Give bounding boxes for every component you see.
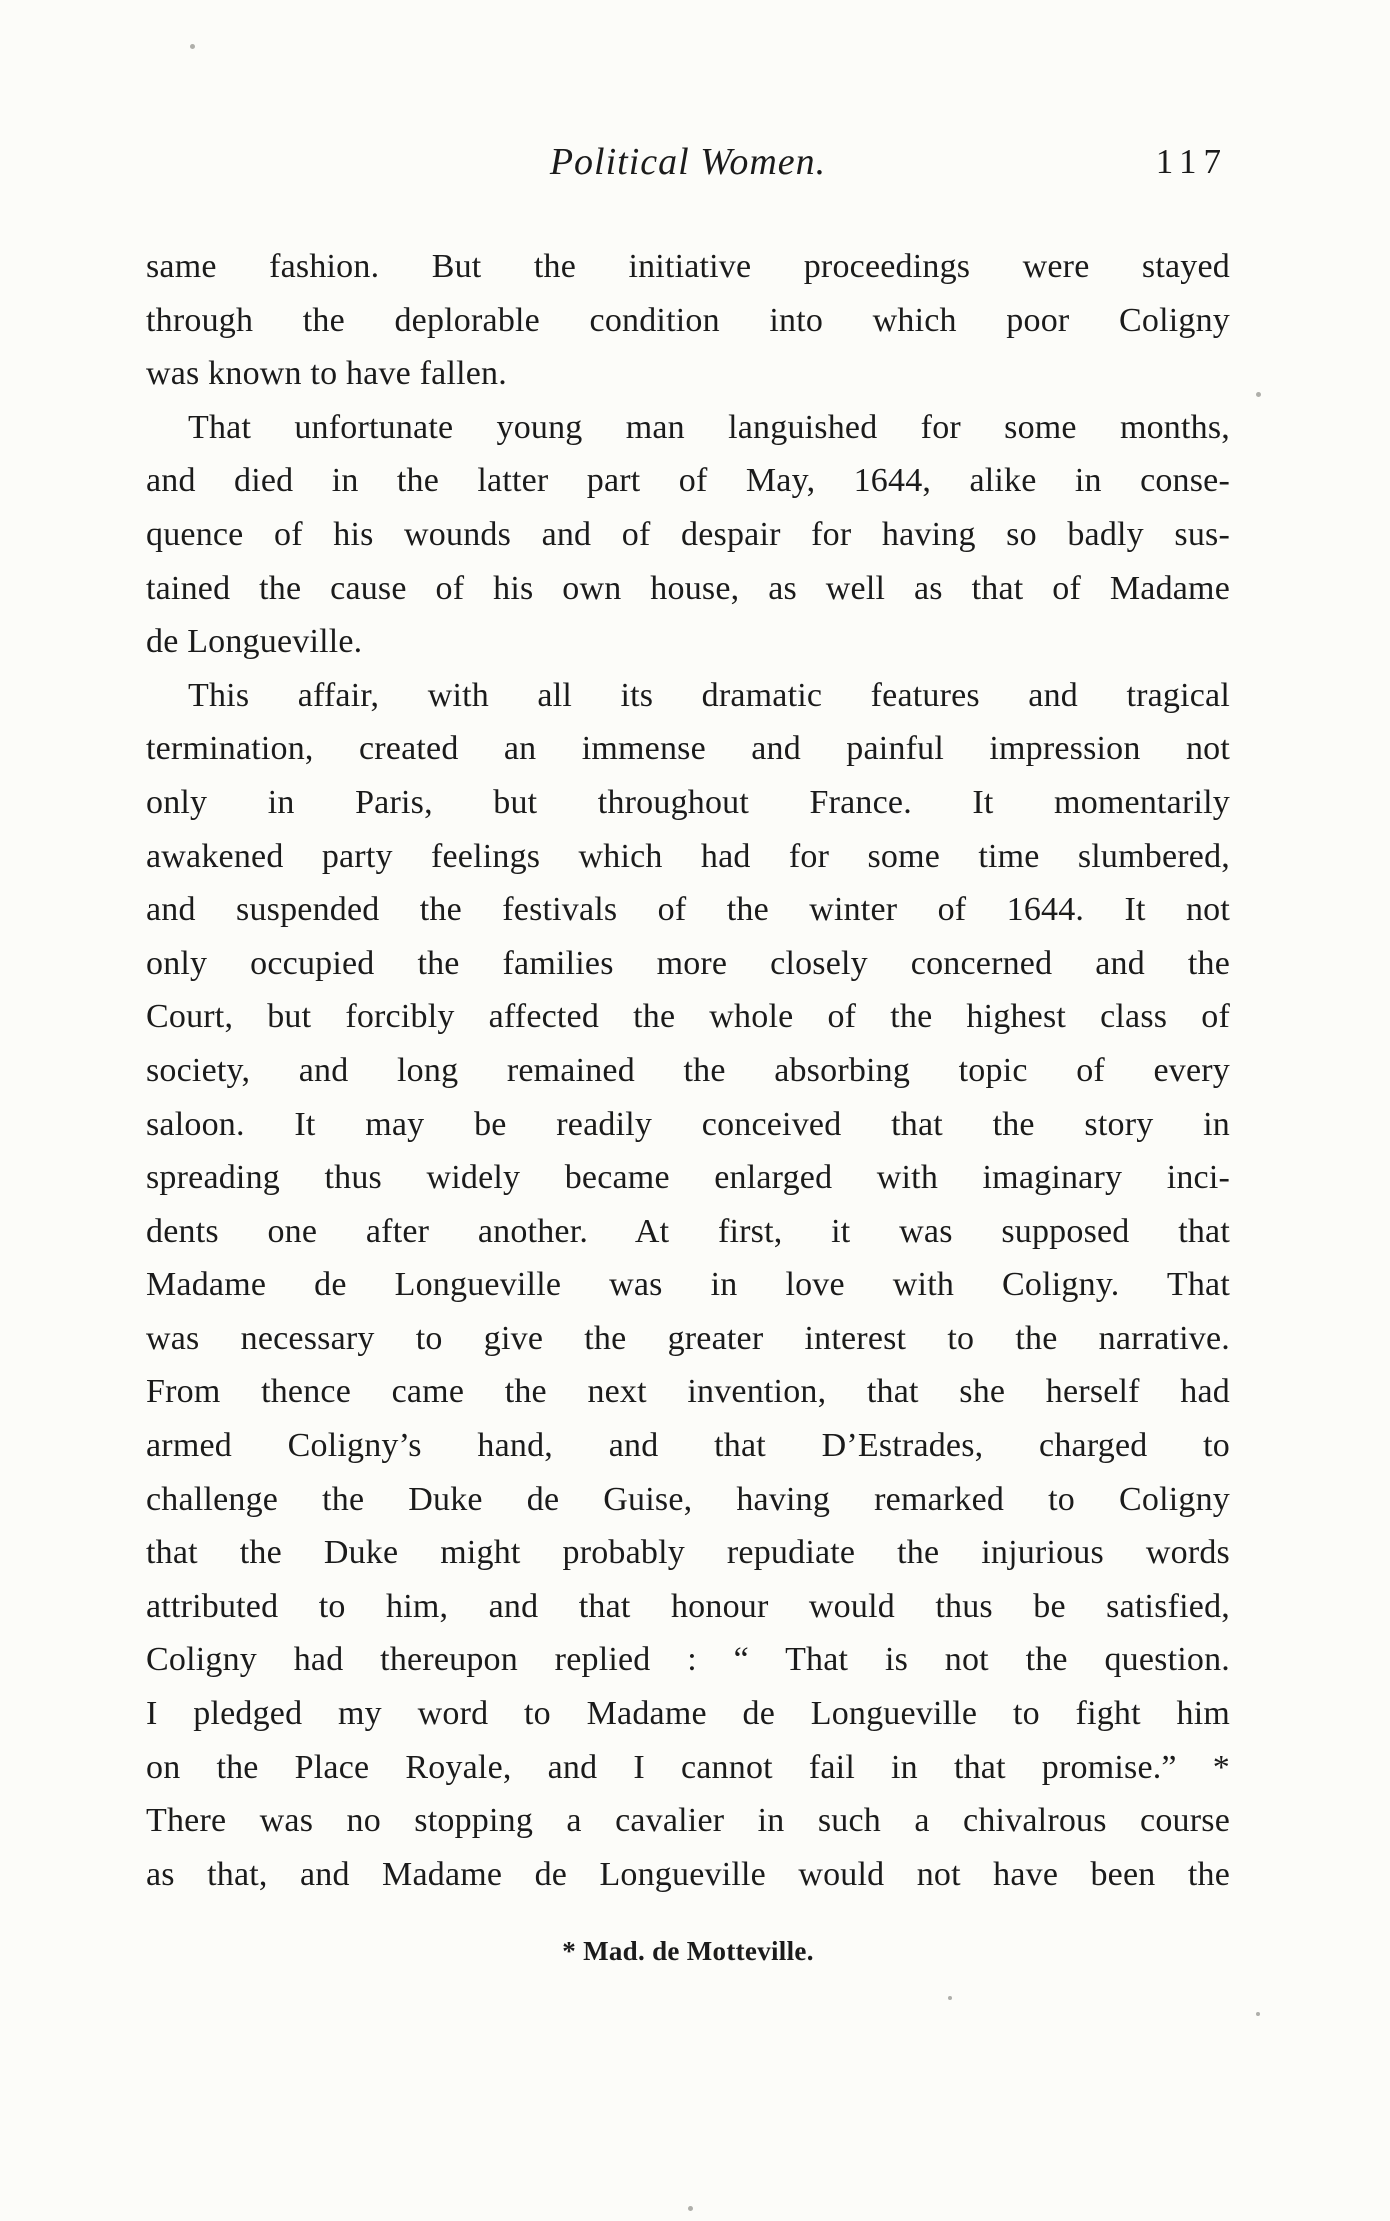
text-line: Madame de Longueville was in love with Coligny. That bbox=[146, 1266, 1230, 1304]
text-line: society, and long remained the absorbing topic of every bbox=[146, 1051, 1230, 1089]
text-line: spreading thus widely became enlarged with imaginary inci- bbox=[146, 1159, 1230, 1197]
paragraph bbox=[146, 669, 1230, 1902]
text-line: and suspended the festivals of the winter of 1644. It not bbox=[146, 891, 1230, 929]
scan-speck bbox=[190, 44, 195, 49]
text-line: From thence came the next invention, that she herself had bbox=[146, 1373, 1230, 1411]
scan-speck bbox=[1256, 2012, 1260, 2016]
page-header-title: Political Women. bbox=[549, 141, 827, 183]
text-line: through the deplorable condition into which poor Coligny bbox=[146, 301, 1230, 339]
text-line: only in Paris, but throughout France. It momentarily bbox=[146, 783, 1230, 821]
paragraph bbox=[146, 401, 1230, 669]
text-line: There was no stopping a cavalier in such a chivalrous course bbox=[146, 1802, 1230, 1840]
text-line: tained the cause of his own house, as well as that of Madame bbox=[146, 569, 1230, 607]
text-line: same fashion. But the initiative proceedings were stayed bbox=[146, 248, 1230, 285]
text-line: This affair, with all its dramatic features and tragical bbox=[188, 676, 1230, 714]
text-line: was necessary to give the greater interest to the narrative. bbox=[146, 1319, 1230, 1357]
text-line: armed Coligny’s hand, and that D’Estrades, charged to bbox=[146, 1427, 1230, 1465]
text-line: and died in the latter part of May, 1644, alike in conse- bbox=[146, 462, 1230, 500]
text-line: dents one after another. At first, it was supposed that bbox=[146, 1212, 1230, 1250]
text-line: awakened party feelings which had for some time slumbered, bbox=[146, 837, 1230, 875]
text-line: that the Duke might probably repudiate the injurious words bbox=[146, 1534, 1230, 1572]
text-line: was known to have fallen. bbox=[146, 355, 507, 393]
text-line: I pledged my word to Madame de Longueville to fight him bbox=[146, 1695, 1230, 1733]
page-body bbox=[146, 240, 1230, 1901]
text-line: That unfortunate young man languished for some months, bbox=[188, 408, 1230, 446]
footnote: * Mad. de Motteville. bbox=[562, 1936, 814, 1966]
scan-speck bbox=[1256, 392, 1261, 397]
text-line: quence of his wounds and of despair for having so badly sus- bbox=[146, 515, 1230, 553]
scan-speck bbox=[948, 1996, 952, 2000]
text-line: on the Place Royale, and I cannot fail in that promise.” * bbox=[146, 1748, 1230, 1786]
running-head bbox=[146, 140, 1230, 196]
text-line: challenge the Duke de Guise, having remarked to Coligny bbox=[146, 1480, 1230, 1518]
text-line: saloon. It may be readily conceived that the story in bbox=[146, 1105, 1230, 1143]
scan-speck bbox=[688, 2206, 693, 2211]
text-line: attributed to him, and that honour would thus be satisfied, bbox=[146, 1587, 1230, 1625]
text-line: only occupied the families more closely concerned and the bbox=[146, 944, 1230, 982]
text-line: Court, but forcibly affected the whole of the highest class of bbox=[146, 998, 1230, 1036]
text-line: Coligny had thereupon replied : “ That is not the question. bbox=[146, 1641, 1230, 1679]
text-line: as that, and Madame de Longueville would not have been the bbox=[146, 1855, 1230, 1893]
text-line: de Longueville. bbox=[146, 623, 363, 661]
paragraph bbox=[146, 240, 1230, 401]
text-line: termination, created an immense and painful impression not bbox=[146, 730, 1230, 768]
page-number: 117 bbox=[1155, 142, 1228, 181]
